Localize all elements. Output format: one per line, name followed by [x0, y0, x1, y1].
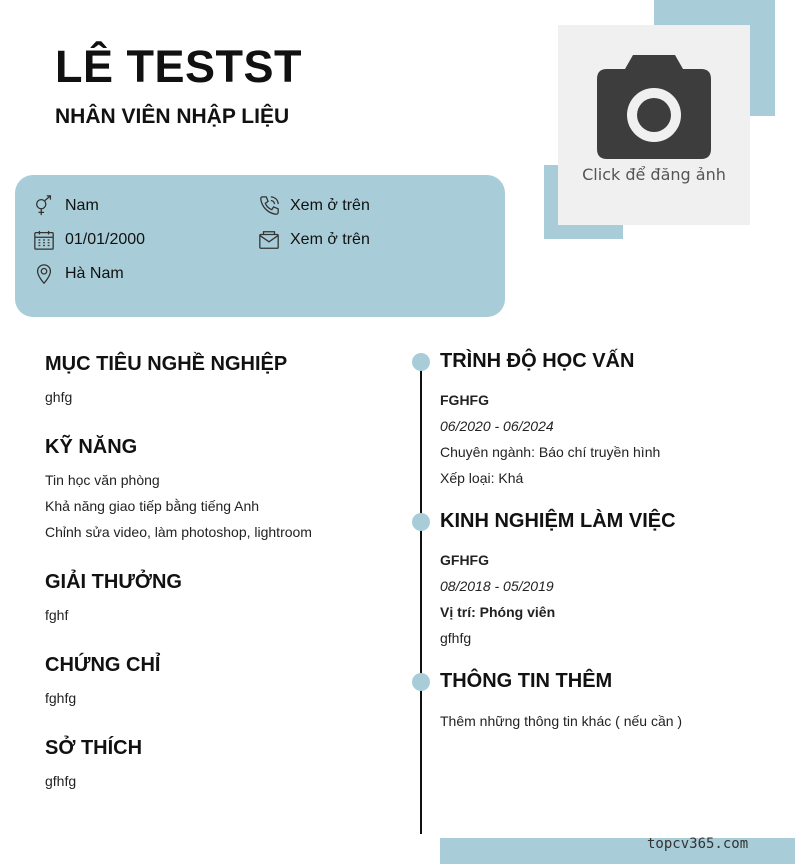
timeline-dot	[412, 513, 430, 531]
contact-card	[15, 175, 505, 317]
timeline-line	[420, 362, 422, 834]
photo-upload[interactable]	[558, 25, 750, 225]
section-experience	[440, 508, 780, 651]
address-value: Hà Nam	[65, 265, 124, 282]
experience-desc[interactable]: gfhfg	[440, 630, 472, 646]
timeline-dot	[412, 353, 430, 371]
email-value: Xem ở trên	[290, 231, 370, 248]
photo-upload-label: Click để đăng ảnh	[582, 165, 726, 184]
contact-gender[interactable]	[33, 194, 99, 218]
extra-info-text[interactable]: Thêm những thông tin khác ( nếu cần )	[440, 713, 683, 729]
timeline-dot	[412, 673, 430, 691]
camera-icon	[597, 55, 711, 159]
phone-value: Xem ở trên	[290, 197, 370, 214]
skill-item[interactable]: Chỉnh sửa video, làm photoshop, lightroom	[45, 524, 312, 540]
section-certificates	[45, 652, 395, 711]
section-education	[440, 348, 780, 491]
candidate-name[interactable]: LÊ TESTST	[55, 41, 303, 92]
birthday-value: 01/01/2000	[65, 231, 146, 248]
contact-email[interactable]	[258, 228, 370, 252]
section-skills	[45, 434, 395, 545]
skills-list	[45, 467, 395, 545]
contact-phone[interactable]	[258, 194, 370, 218]
contact-address[interactable]	[33, 262, 124, 286]
section-extra-info	[440, 668, 780, 734]
education-grade[interactable]: Xếp loại: Khá	[440, 470, 524, 486]
experience-company[interactable]: GFHFG	[440, 552, 489, 568]
education-date[interactable]: 06/2020 - 06/2024	[440, 418, 554, 434]
certificates-text[interactable]: fghfg	[45, 690, 77, 706]
section-awards	[45, 569, 395, 628]
phone-icon	[258, 195, 280, 217]
education-school[interactable]: FGHFG	[440, 392, 489, 408]
section-objective	[45, 351, 395, 410]
education-major[interactable]: Chuyên ngành: Báo chí truyền hình	[440, 444, 661, 460]
gender-icon	[33, 195, 55, 217]
location-pin-icon	[33, 263, 55, 285]
gender-value: Nam	[65, 197, 99, 214]
experience-title[interactable]: KINH NGHIỆM LÀM VIỆC	[440, 510, 676, 532]
hobbies-text[interactable]: gfhfg	[45, 773, 77, 789]
objective-text[interactable]: ghfg	[45, 389, 73, 405]
hobbies-title[interactable]: SỞ THÍCH	[45, 737, 143, 759]
extra-info-title[interactable]: THÔNG TIN THÊM	[440, 670, 613, 692]
calendar-icon	[33, 229, 55, 251]
skills-title[interactable]: KỸ NĂNG	[45, 436, 138, 458]
education-title[interactable]: TRÌNH ĐỘ HỌC VẤN	[440, 350, 635, 372]
experience-date[interactable]: 08/2018 - 05/2019	[440, 578, 554, 594]
certificates-title[interactable]: CHỨNG CHỈ	[45, 654, 161, 676]
awards-text[interactable]: fghf	[45, 607, 69, 623]
watermark: topcv365.com	[647, 836, 749, 852]
section-hobbies	[45, 735, 395, 794]
mail-icon	[258, 229, 280, 251]
awards-title[interactable]: GIẢI THƯỞNG	[45, 571, 182, 593]
contact-birthday[interactable]	[33, 228, 145, 252]
job-position[interactable]: NHÂN VIÊN NHẬP LIỆU	[55, 105, 290, 128]
skill-item[interactable]: Khả năng giao tiếp bằng tiếng Anh	[45, 498, 260, 514]
skill-item[interactable]: Tin học văn phòng	[45, 472, 160, 488]
objective-title[interactable]: MỤC TIÊU NGHỀ NGHIỆP	[45, 353, 288, 375]
experience-role[interactable]: Vị trí: Phóng viên	[440, 604, 556, 620]
